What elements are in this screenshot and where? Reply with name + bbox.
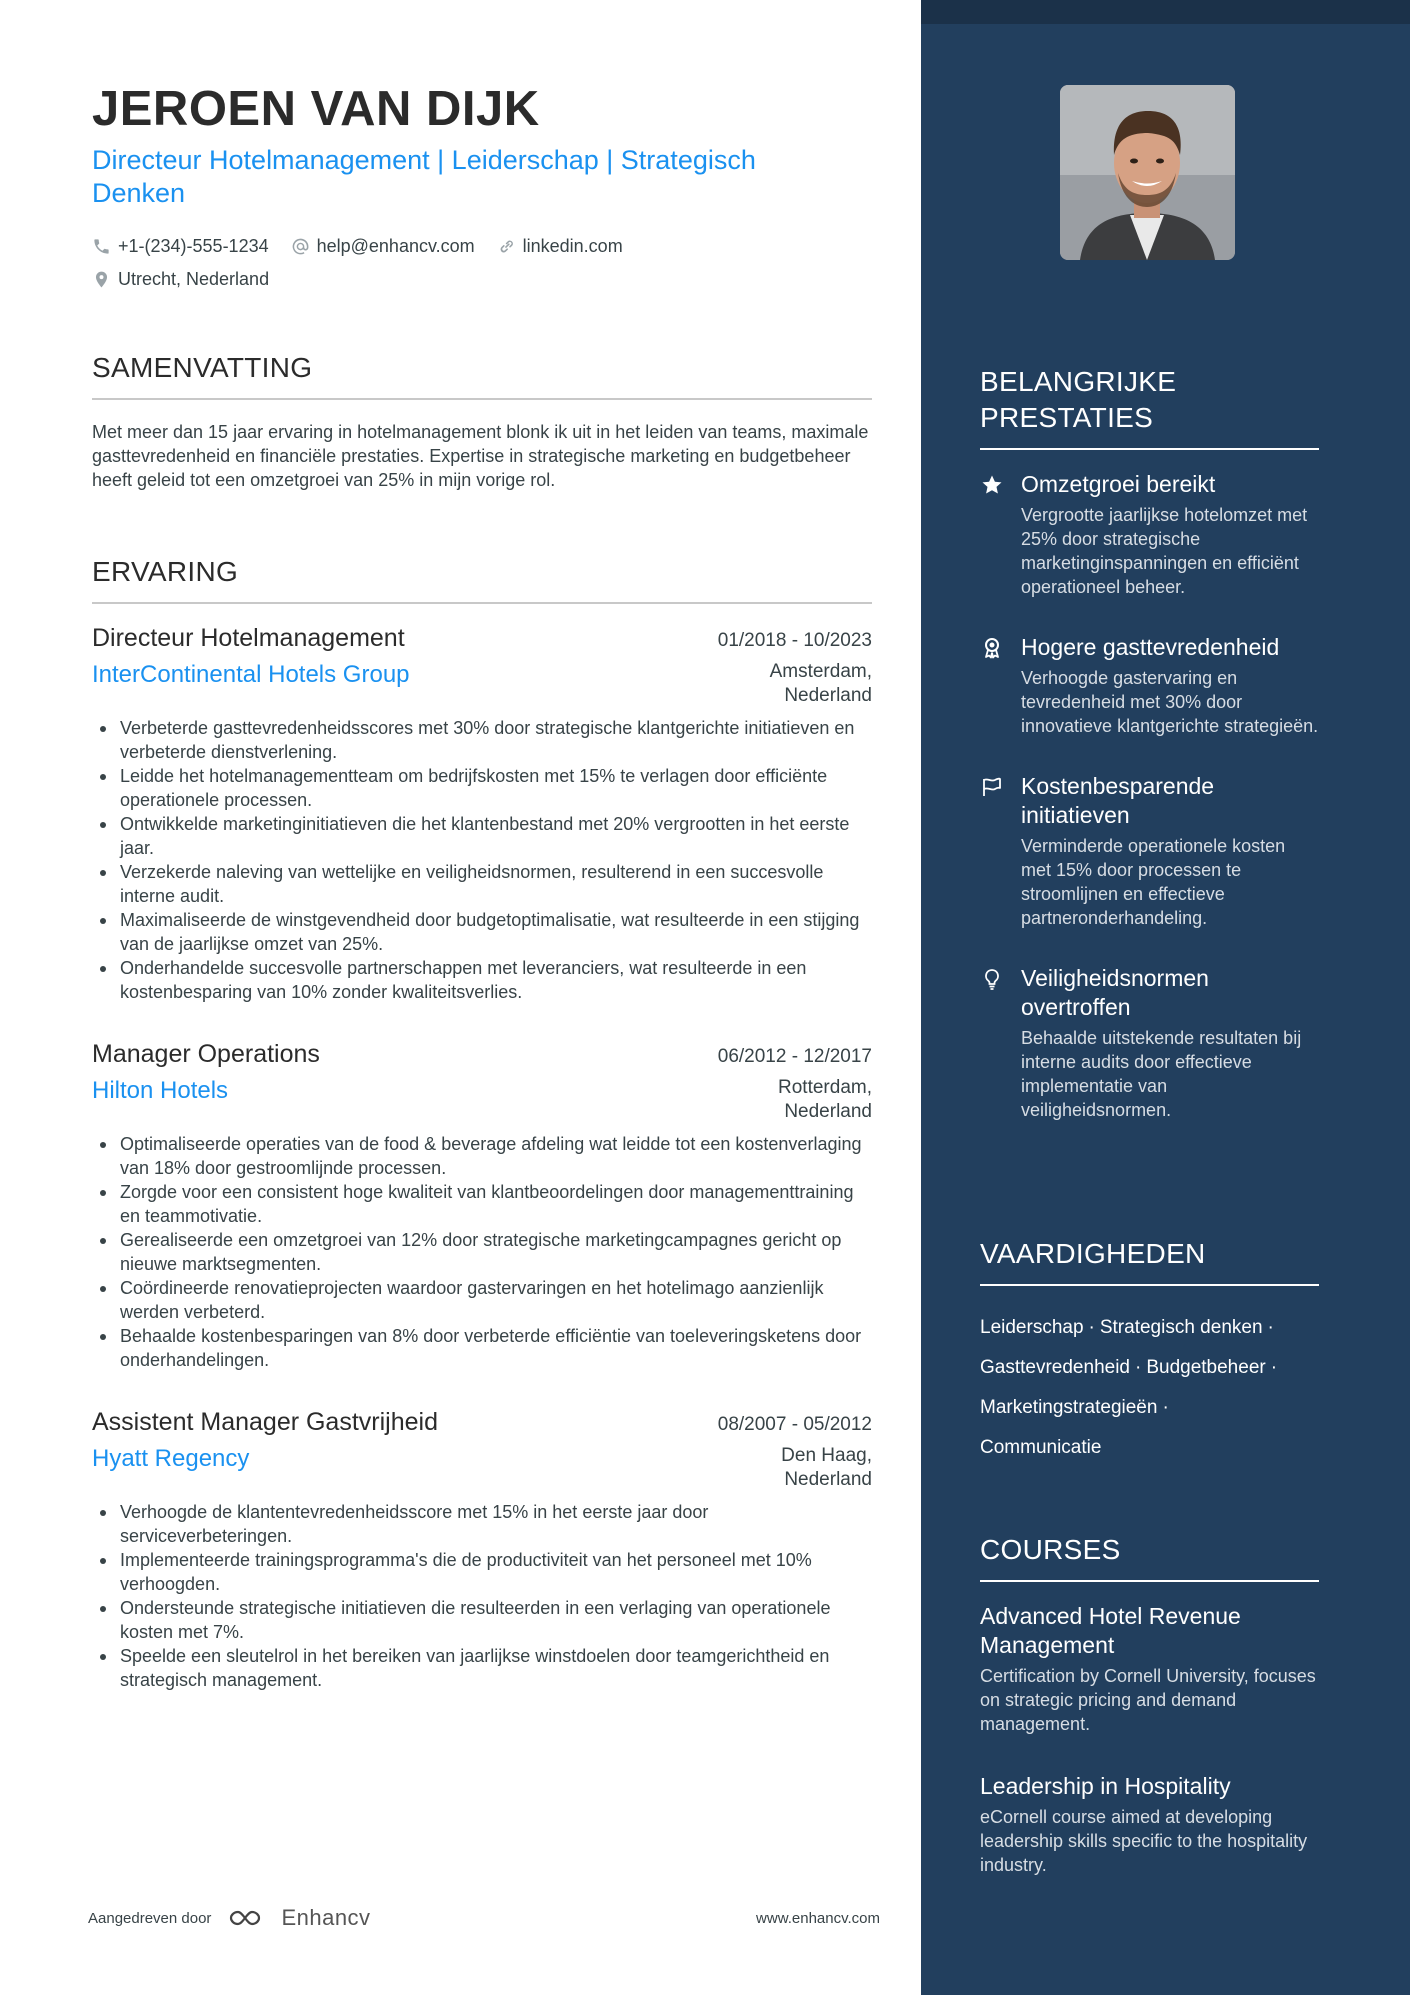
course-title: Advanced Hotel Revenue Management	[980, 1603, 1241, 1658]
job-bullets	[92, 1500, 872, 1692]
contact-email[interactable]	[291, 236, 475, 257]
achievement-desc: Verhoogde gastervaring en tevredenheid met 30% door innovatieve klantgerichte strategieën.	[1021, 668, 1319, 736]
flag-icon	[980, 775, 1004, 799]
bullet-item: Optimaliseerde operaties van de food & beverage afdeling wat leidde tot een kostenverlaging van 18% door gestroomlijnde processen.	[120, 1132, 872, 1180]
star-icon	[980, 473, 1004, 497]
summary-section	[92, 350, 872, 492]
bullet-item: Verbeterde gasttevredenheidsscores met 30% door strategische klantgerichte initiatieven en verbeterde dienstverlening.	[120, 716, 872, 764]
course-desc: Certification by Cornell University, focuses on strategic pricing and demand management.	[980, 1666, 1316, 1734]
job-role: Assistent Manager Gastvrijheid	[92, 1408, 438, 1436]
skill-item: Strategisch denken	[1099, 1317, 1263, 1338]
location-text: Utrecht, Nederland	[118, 269, 270, 289]
job-location: Den Haag, Nederland	[781, 1445, 872, 1490]
contact-linkedin[interactable]	[497, 236, 623, 257]
job-dates: 08/2007 - 05/2012	[717, 1414, 872, 1435]
bullet-item: Zorgde voor een consistent hoge kwaliteit van klantbeoordelingen door managementtraining en teammotivatie.	[120, 1180, 872, 1228]
bullet-item: Speelde een sleutelrol in het bereiken van jaarlijkse winstdoelen door teamgerichtheid en strategisch management.	[120, 1644, 872, 1692]
achievement-title: Veiligheidsnormen overtroffen	[1021, 965, 1209, 1020]
skills-section	[980, 1236, 1319, 1468]
achievement-item	[980, 772, 1319, 930]
powered-by-text: Aangedreven door	[88, 1909, 212, 1927]
courses-section	[980, 1532, 1319, 1877]
course-title: Leadership in Hospitality	[980, 1773, 1231, 1799]
job-dates: 06/2012 - 12/2017	[717, 1046, 872, 1067]
achievements-heading: BELANGRIJKE PRESTATIES	[980, 364, 1319, 450]
bullet-item: Verzekerde naleving van wettelijke en veiligheidsnormen, resulterend in een succesvolle interne audit.	[120, 860, 872, 908]
email-text: help@enhancv.com	[316, 236, 475, 256]
job-bullets	[92, 1132, 872, 1372]
experience-heading: ERVARING	[92, 554, 872, 604]
job-company: InterContinental Hotels Group	[92, 661, 410, 688]
achievement-item	[980, 470, 1319, 599]
achievement-desc: Behaalde uitstekende resultaten bij interne audits door effectieve implementatie van veiligheidsnormen.	[1021, 1028, 1302, 1120]
link-icon	[497, 237, 516, 256]
bullet-item: Gerealiseerde een omzetgroei van 12% door strategische marketingcampagnes gericht op nieuwe marktsegmenten.	[120, 1228, 872, 1276]
bullet-item: Leidde het hotelmanagementteam om bedrijfskosten met 15% te verlagen door efficiënte operationele processen.	[120, 764, 872, 812]
bullet-item: Ontwikkelde marketinginitiatieven die het klantenbestand met 20% vergrootten in het eerste jaar.	[120, 812, 872, 860]
job-location: Rotterdam, Nederland	[778, 1077, 872, 1122]
award-icon	[980, 636, 1004, 660]
phone-icon	[92, 237, 111, 256]
sidebar	[921, 0, 1410, 1995]
linkedin-text: linkedin.com	[522, 236, 623, 256]
phone-text: +1-(234)-555-1234	[118, 236, 269, 256]
skill-item: Marketingstrategieën	[980, 1397, 1158, 1418]
summary-text: Met meer dan 15 jaar ervaring in hotelmanagement blonk ik uit in het leiden van teams, maximale gasttevredenheid en financiële prestaties. Expertise in strategische marketing en budgetbeheer heeft geleid tot een omzetgroei van 25% in mijn vorige rol.	[92, 422, 869, 490]
job-dates: 01/2018 - 10/2023	[717, 630, 872, 651]
job-entry	[92, 1038, 872, 1372]
bullet-item: Coördineerde renovatieprojecten waardoor gastervaringen en het hotelimago aanzienlijk werden verbeterd.	[120, 1276, 872, 1324]
skill-item: Budgetbeheer	[1146, 1357, 1266, 1378]
achievement-title: Omzetgroei bereikt	[1021, 471, 1216, 497]
summary-heading: SAMENVATTING	[92, 350, 872, 400]
achievement-desc: Verminderde operationele kosten met 15% door processen te stroomlijnen en effectieve partneronderhandeling.	[1021, 836, 1286, 928]
skill-item: Leiderschap	[980, 1317, 1084, 1338]
job-location: Amsterdam, Nederland	[769, 661, 872, 706]
course-item	[980, 1602, 1319, 1736]
avatar-illustration	[1060, 85, 1235, 260]
skill-item: Gasttevredenheid	[980, 1357, 1130, 1378]
candidate-name: JEROEN VAN DIJK	[92, 82, 540, 136]
job-role: Manager Operations	[92, 1040, 320, 1068]
skills-list: Leiderschap · Strategisch denken · Gasttevredenheid · Budgetbeheer · Marketingstrategieën · Communicatie	[980, 1317, 1278, 1458]
course-desc: eCornell course aimed at developing leadership skills specific to the hospitality industry.	[980, 1807, 1308, 1875]
infinity-logo-icon	[223, 1906, 269, 1930]
courses-heading: COURSES	[980, 1532, 1319, 1582]
skills-heading: VAARDIGHEDEN	[980, 1236, 1319, 1286]
contact-location	[92, 269, 269, 290]
bullet-item: Ondersteunde strategische initiatieven die resulteerden in een verlaging van operationele kosten met 7%.	[120, 1596, 872, 1644]
course-item	[980, 1772, 1319, 1877]
profile-photo	[1060, 85, 1235, 260]
job-company: Hilton Hotels	[92, 1077, 229, 1104]
job-bullets	[92, 716, 872, 1004]
footer-brand	[88, 1905, 371, 1931]
achievement-item	[980, 633, 1319, 738]
contact-phone[interactable]	[92, 236, 269, 257]
enhancv-logo[interactable]	[223, 1905, 370, 1931]
bullet-item: Behaalde kostenbesparingen van 8% door verbeterde efficiëntie van toeleveringsketens door onderhandelingen.	[120, 1324, 872, 1372]
job-company: Hyatt Regency	[92, 1445, 250, 1472]
location-pin-icon	[92, 270, 111, 289]
achievement-item	[980, 964, 1319, 1122]
candidate-title: Directeur Hotelmanagement | Leiderschap | Strategisch Denken	[92, 145, 756, 208]
job-role: Directeur Hotelmanagement	[92, 624, 405, 652]
bullet-item: Maximaliseerde de winstgevendheid door budgetoptimalisatie, wat resulteerde in een stijging van de jaarlijkse omzet van 25%.	[120, 908, 872, 956]
job-entry	[92, 622, 872, 1004]
job-entry	[92, 1406, 872, 1692]
footer	[88, 1905, 880, 1931]
achievement-title: Hogere gasttevredenheid	[1021, 634, 1280, 660]
brand-text: Enhancv	[281, 1905, 371, 1930]
bullet-item: Onderhandelde succesvolle partnerschappen met leveranciers, wat resulteerde in een kostenbesparing van 10% zonder kwaliteitsverlies.	[120, 956, 872, 1004]
at-icon	[291, 237, 310, 256]
achievements-section	[980, 364, 1319, 1122]
experience-section	[92, 554, 872, 1692]
bullet-item: Implementeerde trainingsprogramma's die de productiviteit van het personeel met 10% verhoogden.	[120, 1548, 872, 1596]
achievement-title: Kostenbesparende initiatieven	[1021, 773, 1215, 828]
skill-item: Communicatie	[980, 1437, 1102, 1458]
bullet-item: Verhoogde de klantentevredenheidsscore met 15% in het eerste jaar door serviceverbeteringen.	[120, 1500, 872, 1548]
footer-url[interactable]: www.enhancv.com	[756, 1909, 880, 1927]
lightbulb-icon	[980, 967, 1004, 991]
contact-info	[92, 230, 921, 296]
sidebar-topbar	[921, 0, 1410, 24]
achievement-desc: Vergrootte jaarlijkse hotelomzet met 25% door strategische marketinginspanningen en efficiënt operationeel beheer.	[1021, 505, 1308, 597]
